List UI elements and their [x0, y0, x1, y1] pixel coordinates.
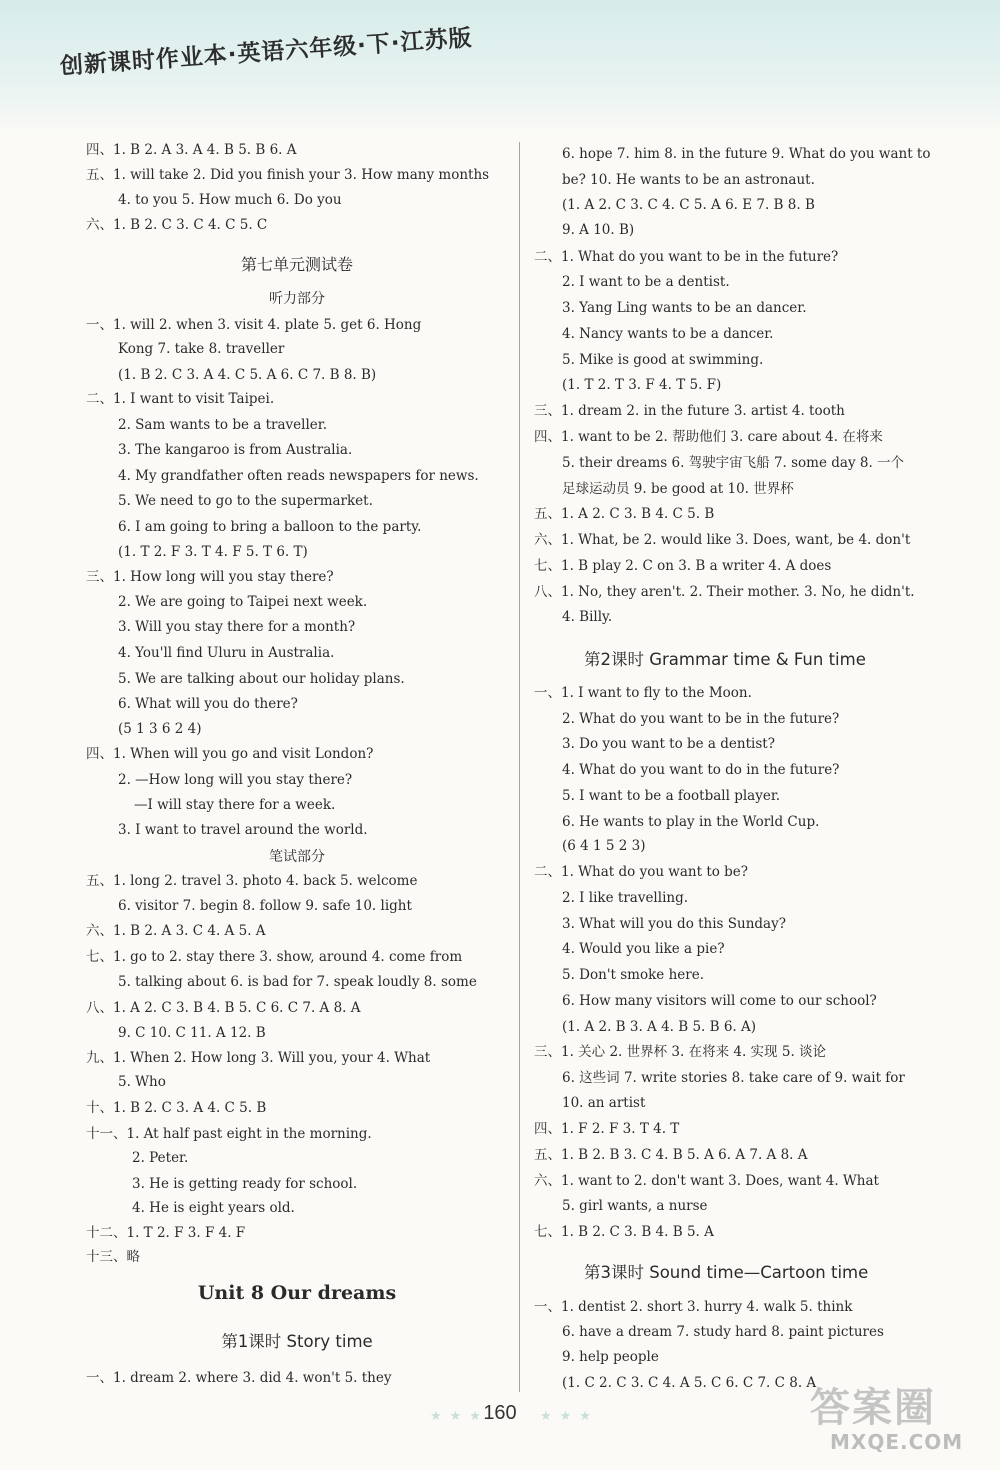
answer-line: 八、1. A 2. C 3. B 4. B 5. C 6. C 7. A 8. A	[86, 1000, 361, 1016]
unit-title: Unit 8 Our dreams	[197, 1282, 397, 1304]
answer-line: 3. What will you do this Sunday?	[562, 916, 786, 932]
decorative-stars-right: ★★★	[540, 1409, 599, 1424]
answer-line: 6. How many visitors will come to our school?	[562, 993, 877, 1009]
answer-line: 一、1. I want to fly to the Moon.	[534, 685, 752, 701]
answer-line: 10. an artist	[562, 1095, 646, 1111]
answer-line: 2. Sam wants to be a traveller.	[118, 417, 328, 433]
answer-line: 3. Yang Ling wants to be an dancer.	[562, 300, 807, 316]
answer-line: 5. Mike is good at swimming.	[562, 352, 764, 368]
answer-line: 2. I like travelling.	[562, 890, 689, 906]
answer-line: (1. B 2. C 3. A 4. C 5. A 6. C 7. B 8. B)	[118, 367, 377, 383]
answer-line: 6. have a dream 7. study hard 8. paint pictures	[562, 1324, 884, 1340]
answer-line: 9. A 10. B)	[562, 222, 635, 238]
answer-line: 3. The kangaroo is from Australia.	[118, 442, 353, 458]
subsection-title: 笔试部分	[269, 849, 325, 865]
lesson-title: 第3课时 Sound time—Cartoon time	[584, 1263, 869, 1282]
answer-line: 5. We need to go to the supermarket.	[118, 493, 373, 509]
answer-line: 七、1. go to 2. stay there 3. show, around 4. come from	[86, 949, 463, 965]
answer-line: 4. He is eight years old.	[132, 1200, 295, 1216]
answer-line: 6. He wants to play in the World Cup.	[562, 814, 820, 830]
answer-line: 六、1. B 2. C 3. C 4. C 5. C	[86, 217, 268, 233]
answer-line: (5 1 3 6 2 4)	[118, 721, 202, 737]
answer-line: 十二、1. T 2. F 3. F 4. F	[86, 1225, 246, 1241]
page-number: 160	[483, 1402, 517, 1424]
answer-line: 二、1. What do you want to be?	[534, 864, 749, 880]
answer-line: 五、1. B 2. B 3. C 4. B 5. A 6. A 7. A 8. A	[534, 1147, 808, 1163]
answer-line: 3. He is getting ready for school.	[132, 1176, 358, 1192]
answer-line: (1. T 2. F 3. T 4. F 5. T 6. T)	[118, 544, 308, 560]
answer-line: 5. girl wants, a nurse	[562, 1198, 708, 1214]
answer-line: (1. A 2. C 3. C 4. C 5. A 6. E 7. B 8. B	[562, 197, 815, 213]
answer-line: 六、1. What, be 2. would like 3. Does, want, be 4. don't	[534, 532, 911, 548]
answer-line: 4. My grandfather often reads newspapers for news.	[118, 468, 479, 484]
answer-line: (1. T 2. T 3. F 4. T 5. F)	[562, 377, 722, 393]
answer-line: 6. I am going to bring a balloon to the party.	[118, 519, 422, 535]
answer-line: 十一、1. At half past eight in the morning.	[86, 1126, 372, 1142]
answer-line: 6. 这些词 7. write stories 8. take care of 9. wait for	[562, 1070, 905, 1086]
answer-line: 4. Nancy wants to be a dancer.	[562, 326, 774, 342]
answer-line: 五、1. long 2. travel 3. photo 4. back 5. welcome	[86, 873, 418, 889]
answer-line: 六、1. B 2. A 3. C 4. A 5. A	[86, 923, 266, 939]
answer-line: 5. I want to be a football player.	[562, 788, 781, 804]
answer-line: 2. Peter.	[132, 1150, 189, 1166]
answer-line: (1. C 2. C 3. C 4. A 5. C 6. C 7. C 8. A	[562, 1375, 817, 1391]
answer-line: 三、1. How long will you stay there?	[86, 569, 334, 585]
answer-line: 四、1. When will you go and visit London?	[86, 746, 374, 762]
answer-line: 七、1. B play 2. C on 3. B a writer 4. A does	[534, 558, 832, 574]
answer-line: 一、1. dream 2. where 3. did 4. won't 5. they	[86, 1370, 392, 1386]
watermark-url: MXQE.COM	[830, 1430, 964, 1454]
answer-line: 4. Billy.	[562, 609, 613, 625]
answer-line: Kong 7. take 8. traveller	[118, 341, 285, 357]
answer-line: 6. visitor 7. begin 8. follow 9. safe 10. light	[118, 898, 412, 914]
answer-line: 4. What do you want to do in the future?	[562, 762, 840, 778]
answer-line: 5. talking about 6. is bad for 7. speak loudly 8. some	[118, 974, 477, 990]
answer-line: 二、1. I want to visit Taipei.	[86, 391, 275, 407]
answer-line: 4. You'll find Uluru in Australia.	[118, 645, 335, 661]
answer-line: 6. What will you do there?	[118, 696, 298, 712]
watermark	[806, 1376, 996, 1466]
answer-line: 4. Would you like a pie?	[562, 941, 725, 957]
answer-line: 2. I want to be a dentist.	[562, 274, 730, 290]
answer-line: 6. hope 7. him 8. in the future 9. What do you want to	[562, 146, 931, 162]
answer-line: 五、1. A 2. C 3. B 4. C 5. B	[534, 506, 715, 522]
answer-line: be? 10. He wants to be an astronaut.	[562, 172, 815, 188]
answer-line: 六、1. want to 2. don't want 3. Does, want 4. What	[534, 1173, 879, 1189]
answer-line: (1. A 2. B 3. A 4. B 5. B 6. A)	[562, 1019, 757, 1035]
answer-line: 四、1. want to be 2. 帮助他们 3. care about 4. 在将来	[534, 429, 883, 445]
answer-line: 九、1. When 2. How long 3. Will you, your 4. What	[86, 1050, 431, 1066]
answer-line: —I will stay there for a week.	[134, 797, 336, 813]
decorative-stars-left: ★★★	[430, 1409, 489, 1424]
answer-line: 4. to you 5. How much 6. Do you	[118, 192, 342, 208]
watermark-text: 答案圈	[810, 1385, 936, 1431]
answer-line: 一、1. dentist 2. short 3. hurry 4. walk 5. think	[534, 1299, 853, 1315]
column-divider	[519, 142, 520, 1392]
answer-line: 十三、略	[86, 1249, 140, 1265]
answer-line: 四、1. F 2. F 3. T 4. T	[534, 1121, 680, 1137]
answer-line: 一、1. will 2. when 3. visit 4. plate 5. get 6. Hong	[86, 317, 422, 333]
answer-line: 9. C 10. C 11. A 12. B	[118, 1025, 266, 1041]
answer-line: 二、1. What do you want to be in the future?	[534, 249, 839, 265]
answer-line: 5. their dreams 6. 驾驶宇宙飞船 7. some day 8. 一个	[562, 455, 905, 471]
answer-line: 5. Don't smoke here.	[562, 967, 704, 983]
answer-line: 足球运动员 9. be good at 10. 世界杯	[562, 481, 794, 497]
answer-line: 5. Who	[118, 1074, 166, 1090]
answer-line: 七、1. B 2. C 3. B 4. B 5. A	[534, 1224, 714, 1240]
lesson-title: 第2课时 Grammar time & Fun time	[584, 650, 866, 669]
answer-line: 3. Do you want to be a dentist?	[562, 736, 775, 752]
answer-line: 2. What do you want to be in the future?	[562, 711, 840, 727]
answer-line: 5. We are talking about our holiday plans.	[118, 671, 405, 687]
book-title: 创新课时作业本·英语六年级·下·江苏版	[59, 25, 474, 80]
answer-line: 三、1. dream 2. in the future 3. artist 4. tooth	[534, 403, 845, 419]
answer-line: 2. We are going to Taipei next week.	[118, 594, 368, 610]
answer-line: 八、1. No, they aren't. 2. Their mother. 3. No, he didn't.	[534, 584, 915, 600]
answer-line: 五、1. will take 2. Did you finish your 3. How many months	[86, 167, 490, 183]
lesson-title: 第1课时 Story time	[221, 1332, 373, 1351]
section-title: 第七单元测试卷	[240, 255, 353, 274]
subsection-title: 听力部分	[269, 291, 325, 307]
answer-line: 3. Will you stay there for a month?	[118, 619, 356, 635]
answer-line: 四、1. B 2. A 3. A 4. B 5. B 6. A	[86, 142, 297, 158]
answer-line: 9. help people	[562, 1349, 659, 1365]
answer-line: 2. —How long will you stay there?	[118, 772, 353, 788]
answer-line: 十、1. B 2. C 3. A 4. C 5. B	[86, 1100, 267, 1116]
answer-line: 3. I want to travel around the world.	[118, 822, 368, 838]
answer-line: 三、1. 关心 2. 世界杯 3. 在将来 4. 实现 5. 谈论	[534, 1044, 827, 1060]
answer-line: (6 4 1 5 2 3)	[562, 838, 646, 854]
